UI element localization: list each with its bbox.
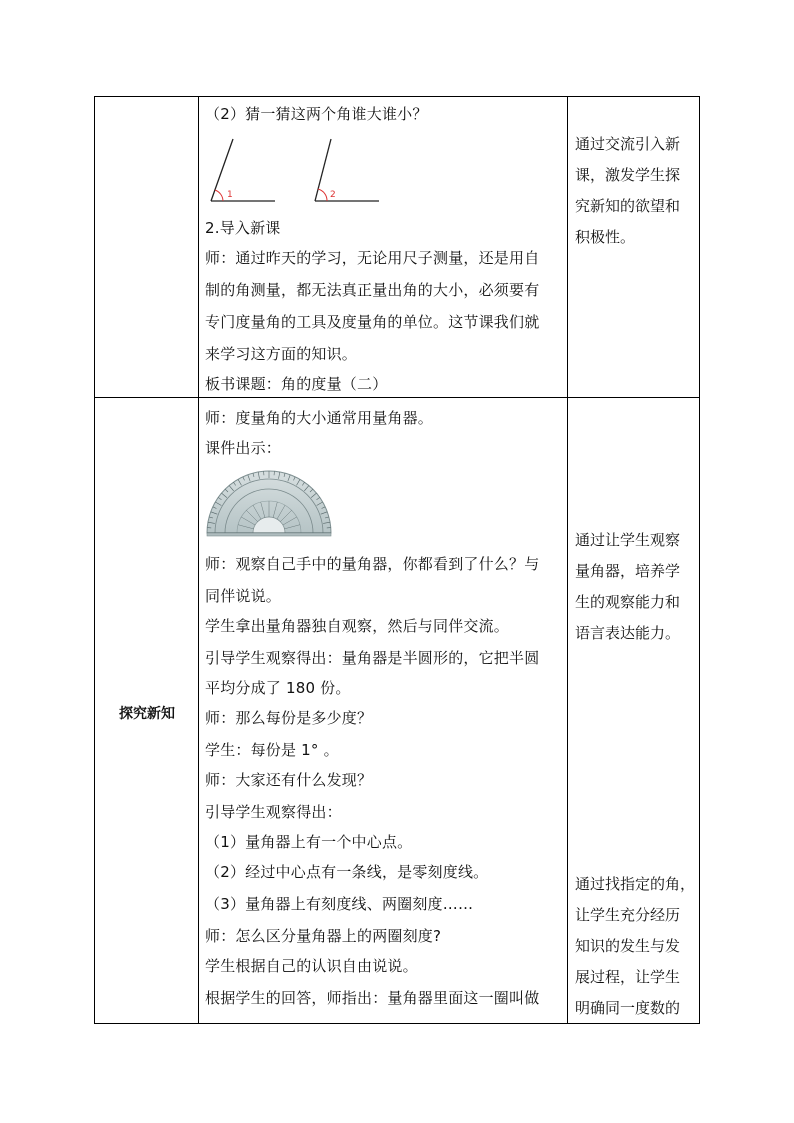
row2-line-6: 引导学生观察得出：量角器是半圆形的，它把半圆	[205, 649, 540, 667]
column-divider-2	[567, 97, 568, 1023]
angle-2-figure	[315, 139, 379, 201]
row2-line-7: 平均分成了 180 份。	[205, 679, 351, 697]
row1-goal-line-3: 究新知的欲望和	[575, 197, 681, 215]
row2-line-8: 师：那么每份是多少度？	[205, 709, 373, 727]
row2-goal-b-line-3: 知识的发生与发	[575, 937, 681, 955]
row2-goal-a-line-3: 生的观察能力和	[575, 593, 681, 611]
row1-goal-line-1: 通过交流引入新	[575, 135, 681, 153]
row2-line-5: 学生拿出量角器独自观察，然后与同伴交流。	[205, 617, 510, 635]
protractor-image	[205, 467, 333, 537]
row1-goal-line-2: 课，激发学生探	[575, 166, 681, 184]
angle-1-label: 1	[227, 190, 233, 200]
row2-line-9: 学生：每份是 1° 。	[205, 741, 339, 759]
row2-goal-b-line-5: 明确同一度数的	[575, 999, 681, 1017]
row1-line-5: 专门度量角的工具及度量角的单位。这节课我们就	[205, 313, 540, 331]
row2-line-3: 师：观察自己手中的量角器，你都看到了什么？与	[205, 555, 540, 573]
row1-line-6: 来学习这方面的知识。	[205, 345, 358, 363]
row1-line-4: 制的角测量，都无法真正量出角的大小，必须要有	[205, 281, 540, 299]
row2-line-16: 学生根据自己的认识自由说说。	[205, 957, 418, 975]
row2-line-10: 师：大家还有什么发现？	[205, 771, 373, 789]
row2-line-17: 根据学生的回答，师指出：量角器里面这一圈叫做	[205, 989, 540, 1007]
column-divider-1	[198, 97, 199, 1023]
row2-line-12: （1）量角器上有一个中心点。	[205, 833, 413, 851]
row2-goal-a-line-4: 语言表达能力。	[575, 624, 681, 642]
row2-goal-a-line-1: 通过让学生观察	[575, 531, 681, 549]
row1-line-1: （2）猜一猜这两个角谁大谁小？	[205, 105, 428, 123]
row2-line-13: （2）经过中心点有一条线，是零刻度线。	[205, 863, 489, 881]
row1-line-3: 师：通过昨天的学习，无论用尺子测量，还是用自	[205, 249, 540, 267]
row2-line-11: 引导学生观察得出：	[205, 803, 342, 821]
angle-2-label: 2	[330, 190, 336, 200]
row1-line-2: 2.导入新课	[205, 219, 281, 237]
row2-stage-cell: 探究新知	[119, 706, 175, 722]
angle-1-figure	[211, 139, 275, 201]
row2-goal-b-line-4: 展过程，让学生	[575, 968, 681, 986]
two-angles-figure	[207, 137, 379, 203]
row2-line-2: 课件出示：	[205, 439, 282, 457]
lesson-plan-table	[94, 96, 700, 1024]
row2-line-15: 师：怎么区分量角器上的两圈刻度?	[205, 927, 442, 945]
row-divider	[95, 397, 699, 398]
row1-goal-line-4: 积极性。	[575, 228, 636, 246]
row2-goal-b-line-1: 通过找指定的角，	[575, 875, 696, 893]
row1-line-7: 板书课题：角的度量（二）	[205, 375, 388, 393]
row2-line-1: 师：度量角的大小通常用量角器。	[205, 409, 434, 427]
row2-line-14: （3）量角器上有刻度线、两圈刻度……	[205, 895, 474, 913]
row2-goal-a-line-2: 量角器，培养学	[575, 562, 681, 580]
row2-goal-b-line-2: 让学生充分经历	[575, 906, 681, 924]
row2-line-4: 同伴说说。	[205, 587, 282, 605]
